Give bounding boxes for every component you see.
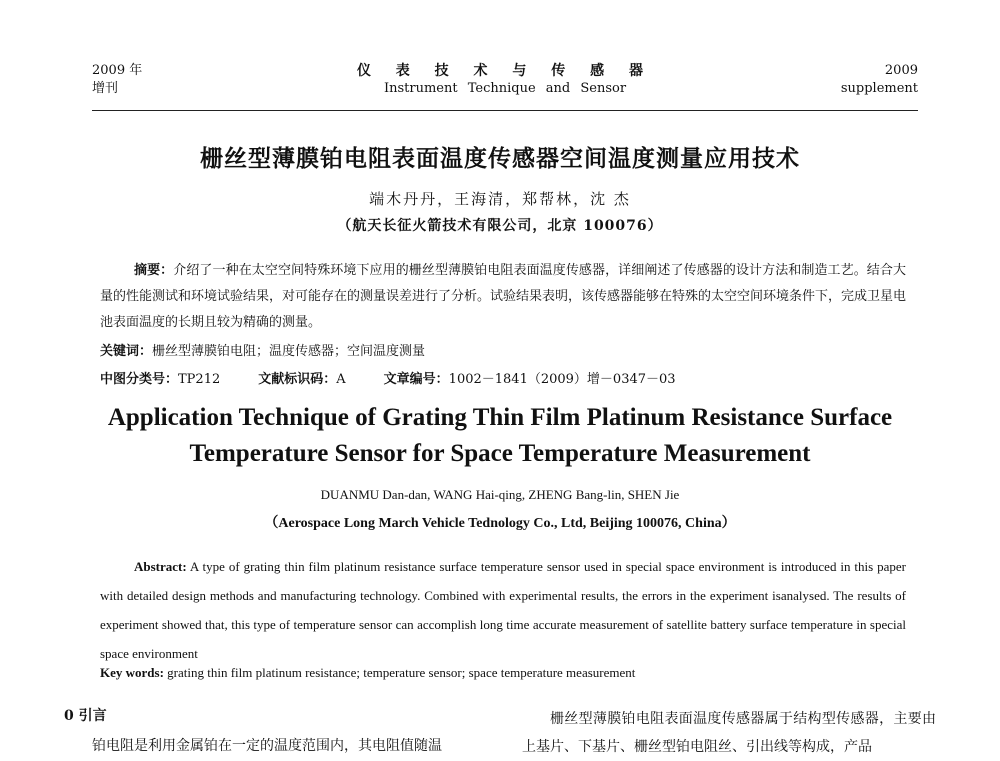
- header-year-cn: 2009 年: [92, 63, 143, 78]
- keywords-en-text: grating thin film platinum resistance; temperature sensor; space temperature measurement: [163, 665, 636, 680]
- header-issue-en: supplement: [840, 81, 918, 96]
- clc-label: 中图分类号：: [100, 372, 179, 387]
- abstract-en: [100, 552, 906, 668]
- paper-title-cn: 栅丝型薄膜铂电阻表面温度传感器空间温度测量应用技术: [200, 145, 800, 172]
- abstract-en-label: Abstract:: [134, 559, 187, 574]
- doc-code-value: A: [336, 372, 346, 387]
- authors-en: DUANMU Dan-dan, WANG Hai-qing, ZHENG Bang-lin, SHEN Jie: [320, 487, 680, 502]
- classification-line: [100, 368, 676, 387]
- clc-value: TP212: [178, 372, 221, 387]
- header-right: [841, 62, 918, 98]
- abstract-cn-label: 摘要：: [134, 263, 174, 278]
- body-left-column: 铂电阻是利用金属铂在一定的温度范围内，其电阻值随温: [92, 738, 442, 754]
- keywords-en-label: Key words:: [100, 665, 164, 680]
- affiliation-cn: （航天长征火箭技术有限公司，北京 100076）: [337, 218, 663, 234]
- abstract-cn-text: 介绍了一种在太空空间特殊环境下应用的栅丝型薄膜铂电阻表面温度传感器，详细阐述了传感器的设计方法和制造工艺。结合大量的性能测试和环境试验结果，对可能存在的测量误差进行了分析。试验结果表明，该传感器能够在特殊的太空空间环境条件下，完成卫星电池表面温度的长期且较为精确的测量。: [100, 263, 907, 330]
- doc-code-label: 文献标识码：: [258, 372, 337, 387]
- keywords-en: [100, 665, 635, 681]
- keywords-cn: [100, 340, 425, 359]
- header-journal-name: [92, 62, 918, 98]
- header-year-en: 2009: [884, 63, 918, 78]
- affiliation-en: （Aerospace Long March Vehicle Tednology Co., Ltd, Beijing 100076, China）: [264, 516, 736, 531]
- body-right-column: 栅丝型薄膜铂电阻表面温度传感器属于结构型传感器，主要由上基片、下基片、栅丝型铂电阻丝、引出线等构成，产品: [522, 711, 936, 755]
- section-heading-introduction: 0 引言: [64, 708, 107, 724]
- paper-title-en: [0, 400, 1000, 472]
- article-number-value: 1002－1841（2009）增－0347－03: [448, 372, 676, 387]
- abstract-cn: [100, 258, 906, 336]
- journal-header: [92, 62, 918, 111]
- journal-name-en: Instrument Technique and Sensor: [383, 81, 627, 96]
- authors-cn: 端木丹丹，王海清，郑帮林，沈 杰: [369, 190, 631, 208]
- keywords-cn-label: 关键词：: [100, 344, 153, 359]
- header-issue-cn: 增刊: [92, 81, 119, 96]
- journal-name-cn: 仪 表 技 术 与 传 感 器: [356, 63, 654, 79]
- paper-title-en-line1: Application Technique of Grating Thin Film Platinum Resistance Surface: [107, 404, 893, 431]
- paper-title-en-line2: Temperature Sensor for Space Temperature Measurement: [189, 440, 811, 467]
- article-number-label: 文章编号：: [383, 372, 449, 387]
- keywords-cn-text: 栅丝型薄膜铂电阻；温度传感器；空间温度测量: [152, 344, 426, 359]
- abstract-en-text: A type of grating thin film platinum resistance surface temperature sensor used in special space environment is introduced in this paper with detailed design methods and manufacturing technology. Combined with experimental results, the errors in the experiment isanalysed. The results of experiment showed that, this type of temperature sensor can accomplish long time accurate measurement of satellite battery surface temperature in special space environment: [100, 559, 906, 661]
